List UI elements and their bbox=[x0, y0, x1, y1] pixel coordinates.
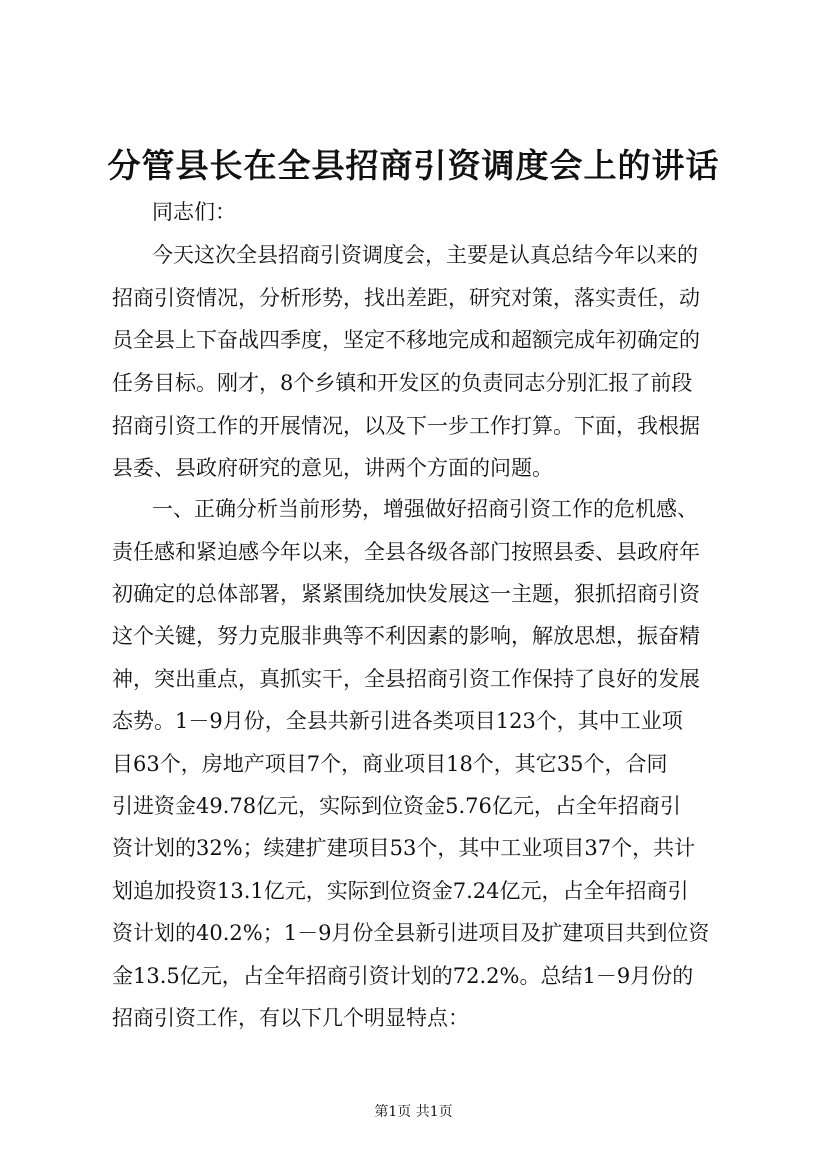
text-line-16: 资计划的32%；续建扩建项目53个，其中工业项目37个，共计 bbox=[112, 836, 696, 860]
text-line-5: 任务目标。刚才，8个乡镇和开发区的负责同志分别汇报了前段 bbox=[112, 371, 693, 395]
text-line-20: 招商引资工作，有以下几个明显特点： bbox=[112, 1006, 469, 1030]
page-footer: 第1页 共1页 bbox=[374, 1104, 453, 1120]
text-line-11: 这个关键，努力克服非典等不利因素的影响，解放思想，振奋精 bbox=[112, 624, 700, 648]
text-line-10: 初确定的总体部署，紧紧围绕加快发展这一主题，狠抓招商引资 bbox=[112, 582, 700, 606]
text-line-1: 同志们： bbox=[152, 200, 236, 224]
text-line-12: 神，突出重点，真抓实干，全县招商引资工作保持了良好的发展 bbox=[112, 667, 700, 691]
document-title: 分管县长在全县招商引资调度会上的讲话 bbox=[107, 146, 720, 185]
text-line-8: 一、正确分析当前形势，增强做好招商引资工作的危机感、 bbox=[152, 497, 698, 521]
text-line-15: 引进资金49.78亿元，实际到位资金5.76亿元，占全年招商引 bbox=[112, 794, 681, 818]
text-line-3: 招商引资情况，分析形势，找出差距，研究对策，落实责任，动 bbox=[112, 286, 700, 310]
text-line-7: 县委、县政府研究的意见，讲两个方面的问题。 bbox=[112, 456, 553, 480]
text-line-19: 金13.5亿元，占全年招商引资计划的72.2%。总结1－9月份的 bbox=[112, 964, 694, 988]
text-line-17: 划追加投资13.1亿元，实际到位资金7.24亿元，占全年招商引 bbox=[112, 879, 689, 903]
text-line-13: 态势。1－9月份，全县共新引进各类项目123个，其中工业项 bbox=[112, 709, 683, 733]
text-line-4: 员全县上下奋战四季度，坚定不移地完成和超额完成年初确定的 bbox=[112, 328, 700, 352]
text-line-9: 责任感和紧迫感今年以来，全县各级各部门按照县委、县政府年 bbox=[112, 540, 700, 564]
text-line-6: 招商引资工作的开展情况，以及下一步工作打算。下面，我根据 bbox=[112, 414, 700, 438]
text-line-14: 目63个，房地产项目7个，商业项目18个，其它35个，合同 bbox=[112, 752, 668, 776]
text-line-18: 资计划的40.2%；1－9月份全县新引进项目及扩建项目共到位资 bbox=[112, 921, 710, 945]
text-line-2: 今天这次全县招商引资调度会，主要是认真总结今年以来的 bbox=[152, 243, 698, 267]
